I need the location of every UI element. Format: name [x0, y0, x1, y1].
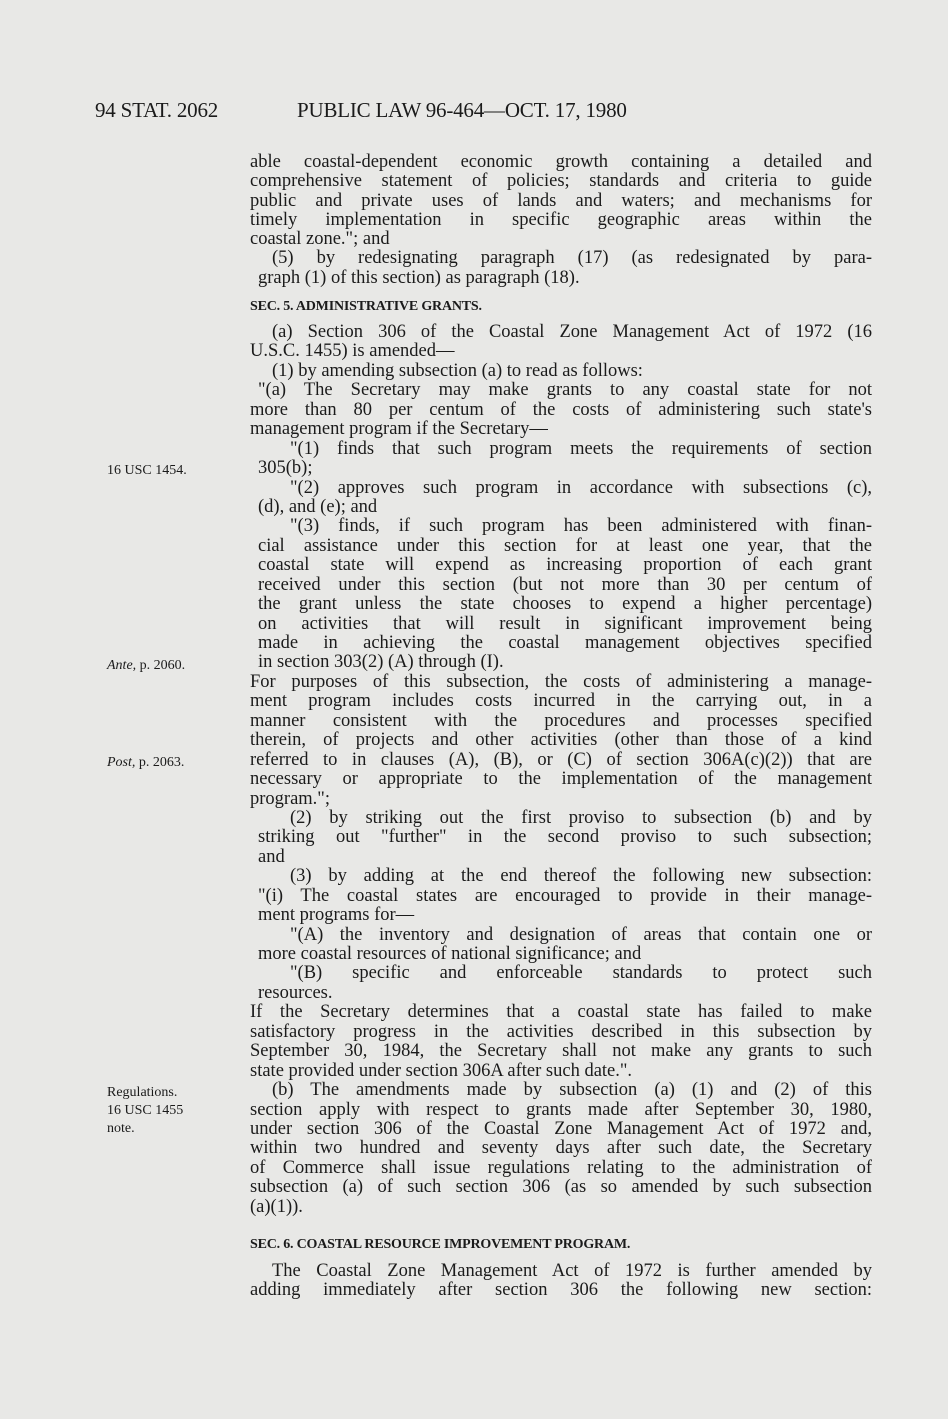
- text-line: (3) by adding at the end thereof the following new subsection:: [290, 867, 872, 887]
- text-line: public and private uses of lands and waters; and mechanisms for: [250, 191, 872, 211]
- text-line: (b) The amendments made by subsection (a) (1) and (2) of this: [272, 1081, 872, 1101]
- page-running-title: PUBLIC LAW 96-464—OCT. 17, 1980: [297, 98, 627, 122]
- section-heading-sec-6: SEC. 6. COASTAL RESOURCE IMPROVEMENT PROGRAM.: [250, 1237, 631, 1252]
- text-line: therein, of projects and other activities (other than those of a kind: [250, 731, 872, 751]
- text-line: subsection (a) of such section 306 (as so amended by such subsection: [250, 1178, 872, 1198]
- text-line: within two hundred and seventy days after such date, the Secretary: [250, 1139, 872, 1159]
- margin-note-usc-1454: 16 USC 1454.: [107, 463, 187, 478]
- text-line: coastal zone."; and: [250, 230, 390, 250]
- section-heading-sec-5: SEC. 5. ADMINISTRATIVE GRANTS.: [250, 299, 482, 314]
- text-line: adding immediately after section 306 the following new section:: [250, 1281, 872, 1301]
- text-line: coastal state will expend as increasing proportion of each grant: [258, 556, 872, 576]
- text-line: in section 303(2) (A) through (I).: [258, 653, 504, 673]
- text-line: section apply with respect to grants made after September 30, 1980,: [250, 1100, 872, 1120]
- text-line: "(1) finds that such program meets the requirements of section: [290, 439, 872, 459]
- text-line: (2) by striking out the first proviso to subsection (b) and by: [290, 808, 872, 828]
- text-line: U.S.C. 1455) is amended—: [250, 342, 455, 362]
- text-line: more coastal resources of national significance; and: [258, 945, 642, 964]
- text-line: ment programs for—: [258, 906, 415, 926]
- text-line: received under this section (but not more than 30 per centum of: [258, 575, 872, 595]
- text-line: satisfactory progress in the activities described in this subsection by: [250, 1022, 872, 1042]
- text-line: September 30, 1984, the Secretary shall not make any grants to such: [250, 1042, 872, 1062]
- margin-note-post-page: p. 2063.: [135, 755, 185, 770]
- text-line: referred to in clauses (A), (B), or (C) of section 306A(c)(2)) that are: [250, 750, 872, 770]
- text-line: 305(b);: [258, 459, 313, 479]
- text-line: (a)(1)).: [250, 1197, 303, 1217]
- margin-note-ante-page: p. 2060.: [136, 658, 186, 673]
- text-line: the grant unless the state chooses to expend a higher percentage): [258, 595, 872, 615]
- paragraph-group-sec-6: [0, 1262, 948, 1301]
- text-line: (d), and (e); and: [258, 497, 378, 517]
- text-line: "(3) finds, if such program has been administered with finan-: [290, 517, 872, 537]
- margin-note-regulations-label: Regulations.: [107, 1085, 178, 1100]
- text-line: striking out "further" in the second proviso to such subsection;: [258, 828, 872, 848]
- text-line: manner consistent with the procedures and processes specified: [250, 711, 872, 731]
- text-line: more than 80 per centum of the costs of administering such state's: [250, 400, 872, 420]
- text-line: comprehensive statement of policies; standards and criteria to guide: [250, 172, 872, 192]
- text-line: "(A) the inventory and designation of areas that contain one or: [290, 925, 872, 945]
- margin-note-note: note.: [107, 1121, 135, 1136]
- text-line: state provided under section 306A after such date.".: [250, 1061, 633, 1081]
- text-line: on activities that will result in significant improvement being: [258, 614, 872, 634]
- text-line: "(B) specific and enforceable standards to protect such: [290, 964, 872, 984]
- margin-note-post-italic: Post,: [107, 755, 136, 770]
- text-line: under section 306 of the Coastal Zone Management Act of 1972 and,: [250, 1119, 872, 1139]
- paragraph-group-intro: [0, 153, 948, 288]
- text-line: resources.: [258, 983, 333, 1003]
- text-line: and: [258, 847, 285, 867]
- text-line: timely implementation in specific geographic areas within the: [250, 210, 872, 230]
- text-line: cial assistance under this section for at least one year, that the: [258, 536, 872, 556]
- margin-note-usc-1455: 16 USC 1455: [107, 1103, 184, 1118]
- text-line: (1) by amending subsection (a) to read as follows:: [272, 361, 643, 381]
- margin-note-ante-italic: Ante,: [107, 658, 137, 673]
- text-line: (5) by redesignating paragraph (17) (as redesignated by para-: [272, 249, 872, 269]
- text-line: If the Secretary determines that a coastal state has failed to make: [250, 1003, 872, 1023]
- text-line: made in achieving the coastal management objectives specified: [258, 634, 872, 653]
- text-line: "(2) approves such program in accordance with subsections (c),: [290, 478, 872, 498]
- text-line: For purposes of this subsection, the costs of administering a manage-: [250, 672, 872, 692]
- text-line: "(i) The coastal states are encouraged to provide in their manage-: [258, 886, 872, 906]
- text-line: graph (1) of this section) as paragraph (18).: [258, 268, 580, 288]
- text-line: "(a) The Secretary may make grants to any coastal state for not: [258, 381, 872, 401]
- text-line: of Commerce shall issue regulations relating to the administration of: [250, 1158, 872, 1178]
- text-line: ment program includes costs incurred in the carrying out, in a: [250, 692, 872, 712]
- text-line: able coastal-dependent economic growth containing a detailed and: [250, 153, 872, 172]
- page-stat-number: 94 STAT. 2062: [95, 98, 219, 122]
- text-line: management program if the Secretary—: [250, 420, 548, 440]
- text-line: program.";: [250, 789, 330, 809]
- paragraph-group-sec-5: [0, 323, 948, 1217]
- text-line: (a) Section 306 of the Coastal Zone Management Act of 1972 (16: [272, 323, 872, 342]
- text-line: necessary or appropriate to the implementation of the management: [250, 770, 872, 790]
- text-line: The Coastal Zone Management Act of 1972 is further amended by: [272, 1262, 872, 1281]
